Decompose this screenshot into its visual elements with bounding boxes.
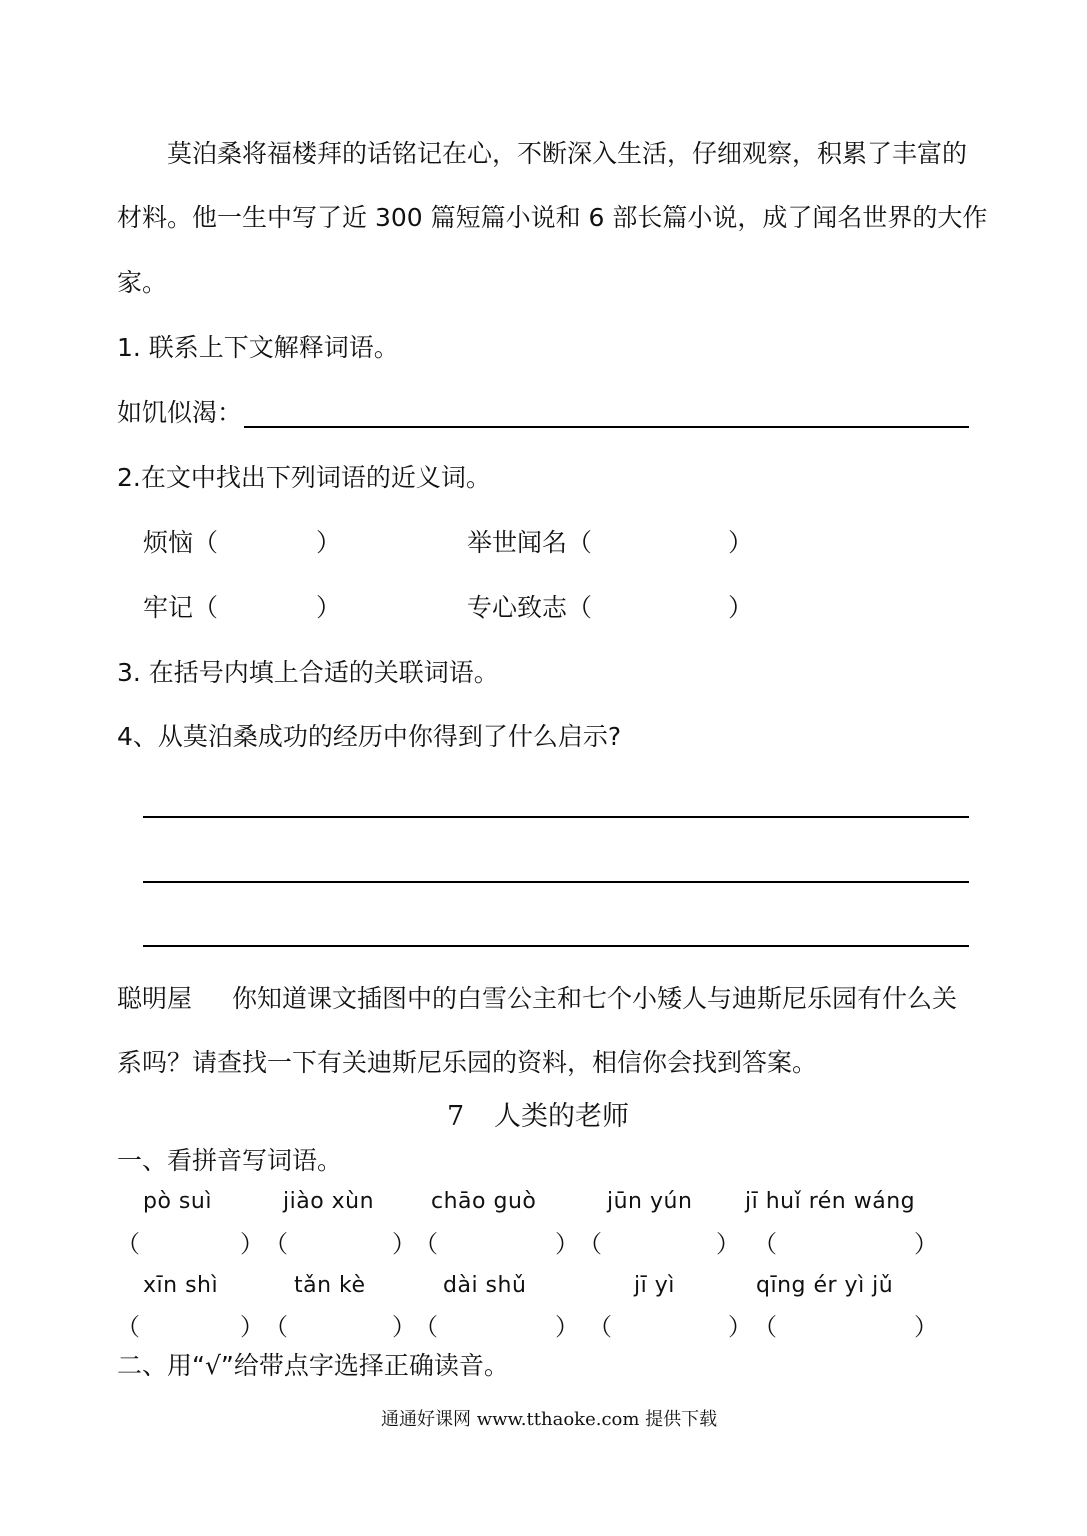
lesson-title: 人类的老师 bbox=[494, 1101, 629, 1132]
pinyin-1-3: chāo guò bbox=[431, 1189, 537, 1214]
question-3-prompt: 3. 在括号内填上合适的关联词语。 bbox=[117, 658, 499, 687]
answer-line-q4-3[interactable] bbox=[143, 945, 969, 947]
question-1-prompt: 1. 联系上下文解释词语。 bbox=[117, 333, 399, 362]
answer-box-open[interactable]: （ bbox=[264, 1230, 288, 1258]
question-4-prompt: 4、从莫泊桑成功的经历中你得到了什么启示? bbox=[117, 722, 622, 751]
lesson-number: 7 bbox=[447, 1101, 465, 1132]
answer-box-close[interactable]: ） bbox=[716, 1230, 740, 1258]
answer-box-open[interactable]: （ bbox=[116, 1230, 140, 1258]
synonym-word-2: 举世闻名（ bbox=[467, 528, 593, 557]
section-1-heading: 一、看拼音写词语。 bbox=[117, 1146, 343, 1175]
answer-box-close[interactable]: ） bbox=[555, 1313, 579, 1341]
passage-line-1: 莫泊桑将福楼拜的话铭记在心，不断深入生活，仔细观察，积累了丰富的 bbox=[167, 139, 968, 168]
passage-line-2: 材料。他一生中写了近 300 篇短篇小说和 6 部长篇小说，成了闻名世界的大作 bbox=[117, 203, 988, 232]
pinyin-1-1: pò suì bbox=[143, 1189, 212, 1214]
pinyin-2-1: xīn shì bbox=[143, 1273, 219, 1298]
answer-box-close[interactable]: ） bbox=[914, 1230, 938, 1258]
synonym-close-4[interactable]: ） bbox=[728, 593, 754, 622]
pinyin-1-5: jī huǐ rén wáng bbox=[745, 1189, 916, 1214]
answer-box-open[interactable]: （ bbox=[116, 1313, 140, 1341]
question-1-word: 如饥似渴： bbox=[117, 398, 243, 427]
synonym-close-3[interactable]: ） bbox=[316, 593, 342, 622]
answer-box-close[interactable]: ） bbox=[240, 1230, 264, 1258]
answer-box-close[interactable]: ） bbox=[392, 1230, 416, 1258]
pinyin-2-2: tǎn kè bbox=[294, 1273, 366, 1298]
synonym-close-2[interactable]: ） bbox=[728, 528, 754, 557]
answer-line-q4-1[interactable] bbox=[143, 816, 969, 818]
answer-box-open[interactable]: （ bbox=[588, 1313, 612, 1341]
pinyin-2-5: qīng ér yì jǔ bbox=[756, 1273, 894, 1298]
answer-box-close[interactable]: ） bbox=[555, 1230, 579, 1258]
synonym-word-1: 烦恼（ bbox=[143, 528, 219, 557]
answer-box-close[interactable]: ） bbox=[392, 1313, 416, 1341]
answer-line-q1[interactable] bbox=[244, 426, 969, 428]
answer-box-open[interactable]: （ bbox=[264, 1313, 288, 1341]
answer-box-open[interactable]: （ bbox=[414, 1230, 438, 1258]
smart-room-line-1: 你知道课文插图中的白雪公主和七个小矮人与迪斯尼乐园有什么关 bbox=[232, 984, 958, 1013]
synonym-close-1[interactable]: ） bbox=[316, 528, 342, 557]
passage-line-3: 家。 bbox=[117, 268, 168, 297]
footer-credit: 通通好课网 www.tthaoke.com 提供下载 bbox=[381, 1409, 718, 1430]
answer-line-q4-2[interactable] bbox=[143, 881, 969, 883]
pinyin-1-4: jūn yún bbox=[607, 1189, 693, 1214]
answer-box-open[interactable]: （ bbox=[578, 1230, 602, 1258]
answer-box-close[interactable]: ） bbox=[240, 1313, 264, 1341]
answer-box-open[interactable]: （ bbox=[414, 1313, 438, 1341]
answer-box-close[interactable]: ） bbox=[728, 1313, 752, 1341]
pinyin-1-2: jiào xùn bbox=[283, 1189, 375, 1214]
smart-room-label: 聪明屋 bbox=[117, 984, 193, 1013]
pinyin-2-3: dài shǔ bbox=[443, 1273, 527, 1298]
answer-box-open[interactable]: （ bbox=[753, 1230, 777, 1258]
answer-box-close[interactable]: ） bbox=[914, 1313, 938, 1341]
section-2-heading: 二、用“√”给带点字选择正确读音。 bbox=[117, 1351, 509, 1380]
synonym-word-4: 专心致志（ bbox=[467, 593, 593, 622]
pinyin-2-4: jī yì bbox=[634, 1273, 675, 1298]
question-2-prompt: 2.在文中找出下列词语的近义词。 bbox=[117, 463, 491, 492]
smart-room-line-2: 系吗？请查找一下有关迪斯尼乐园的资料，相信你会找到答案。 bbox=[117, 1048, 818, 1077]
synonym-word-3: 牢记（ bbox=[143, 593, 219, 622]
answer-box-open[interactable]: （ bbox=[753, 1313, 777, 1341]
